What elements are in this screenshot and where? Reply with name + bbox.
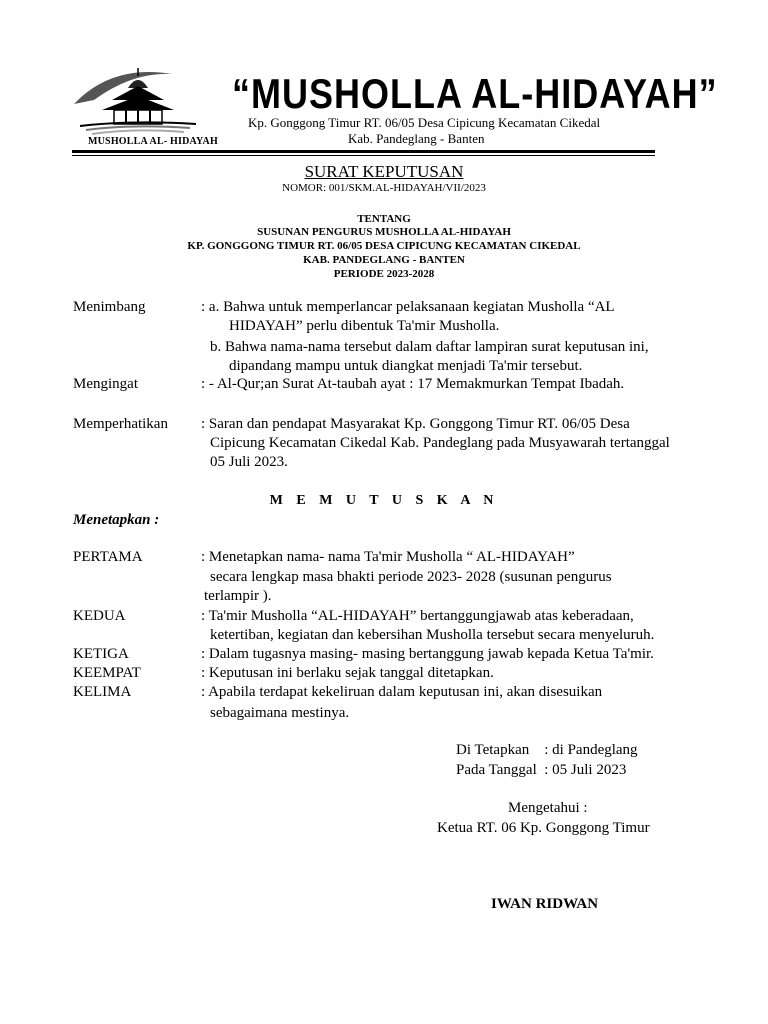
acknowledged-label: Mengetahui : xyxy=(508,800,588,816)
decision-heading: M E M U T U S K A N xyxy=(269,493,499,508)
pertama-text-cont: terlampir ). xyxy=(204,588,272,604)
header-rule-thick xyxy=(72,150,655,153)
kedua-label: KEDUA xyxy=(73,608,126,624)
logo-caption: MUSHOLLA AL- HIDAYAH xyxy=(88,136,218,147)
kelima-text: : Apabila terdapat kekeliruan dalam keputusan ini, akan disesuikan xyxy=(201,684,603,700)
mengingat-text: : - Al-Qur;an Surat At-taubah ayat : 17 Memakmurkan Tempat Ibadah. xyxy=(201,376,625,392)
memperhatikan-text-cont: 05 Juli 2023. xyxy=(210,454,288,470)
subject-line: PERIODE 2023-2028 xyxy=(333,268,435,280)
kedua-text-cont: ketertiban, kegiatan dan kebersihan Musholla tersebut secara menyeluruh. xyxy=(210,627,655,643)
keempat-text: : Keputusan ini berlaku sejak tanggal ditetapkan. xyxy=(201,665,494,681)
menimbang-a-text-cont: HIDAYAH” perlu dibentuk Ta'mir Musholla. xyxy=(229,318,500,334)
document-title: SURAT KEPUTUSAN xyxy=(304,162,464,181)
signatory-role: Ketua RT. 06 Kp. Gonggong Timur xyxy=(437,820,650,836)
pertama-text-cont: secara lengkap masa bhakti periode 2023- 2028 (susunan pengurus xyxy=(210,569,612,585)
menimbang-a-text: : a. Bahwa untuk memperlancar pelaksanaan kegiatan Musholla “AL xyxy=(201,299,615,315)
subject-line: TENTANG xyxy=(357,213,411,225)
kedua-text: : Ta'mir Musholla “AL-HIDAYAH” bertanggungjawab atas keberadaan, xyxy=(201,608,634,624)
memperhatikan-text-cont: Cipicung Kecamatan Cikedal Kab. Pandeglang pada Musyawarah tertanggal xyxy=(210,435,670,451)
organization-name: “MUSHOLLA AL-HIDAYAH” xyxy=(232,70,718,118)
ketiga-label: KETIGA xyxy=(73,646,129,662)
organization-address-line1: Kp. Gonggong Timur RT. 06/05 Desa Cipicung Kecamatan Cikedal xyxy=(248,115,601,130)
kelima-label: KELIMA xyxy=(73,684,132,700)
keempat-label: KEEMPAT xyxy=(73,665,141,681)
pertama-text: : Menetapkan nama- nama Ta'mir Musholla “ AL-HIDAYAH” xyxy=(201,549,575,565)
menimbang-b-text-cont: dipandang mampu untuk diangkat menjadi Ta'mir tersebut. xyxy=(229,358,583,374)
pertama-label: PERTAMA xyxy=(73,549,143,565)
subject-line: SUSUNAN PENGURUS MUSHOLLA AL-HIDAYAH xyxy=(257,226,511,238)
memperhatikan-label: Memperhatikan xyxy=(73,416,168,432)
document-number: NOMOR: 001/SKM.AL-HIDAYAH/VII/2023 xyxy=(282,182,486,194)
organization-address-line2: Kab. Pandeglang - Banten xyxy=(348,131,485,146)
subject-line: KAB. PANDEGLANG - BANTEN xyxy=(303,254,465,266)
header-rule-thin xyxy=(72,155,655,156)
menetapkan-label: Menetapkan : xyxy=(73,512,160,528)
enacted-date: Pada Tanggal : 05 Juli 2023 xyxy=(456,762,627,778)
kelima-text-cont: sebagaimana mestinya. xyxy=(210,705,350,721)
menimbang-label: Menimbang xyxy=(73,299,146,315)
memperhatikan-text: : Saran dan pendapat Masyarakat Kp. Gonggong Timur RT. 06/05 Desa xyxy=(201,416,630,432)
signatory-name: IWAN RIDWAN xyxy=(491,896,599,912)
ketiga-text: : Dalam tugasnya masing- masing bertanggung jawab kepada Ketua Ta'mir. xyxy=(201,646,654,662)
enacted-place: Di Tetapkan : di Pandeglang xyxy=(456,742,638,758)
subject-line: KP. GONGGONG TIMUR RT. 06/05 DESA CIPICUNG KECAMATAN CIKEDAL xyxy=(187,240,581,252)
mengingat-label: Mengingat xyxy=(73,376,138,392)
menimbang-b-text: b. Bahwa nama-nama tersebut dalam daftar lampiran surat keputusan ini, xyxy=(210,339,649,355)
